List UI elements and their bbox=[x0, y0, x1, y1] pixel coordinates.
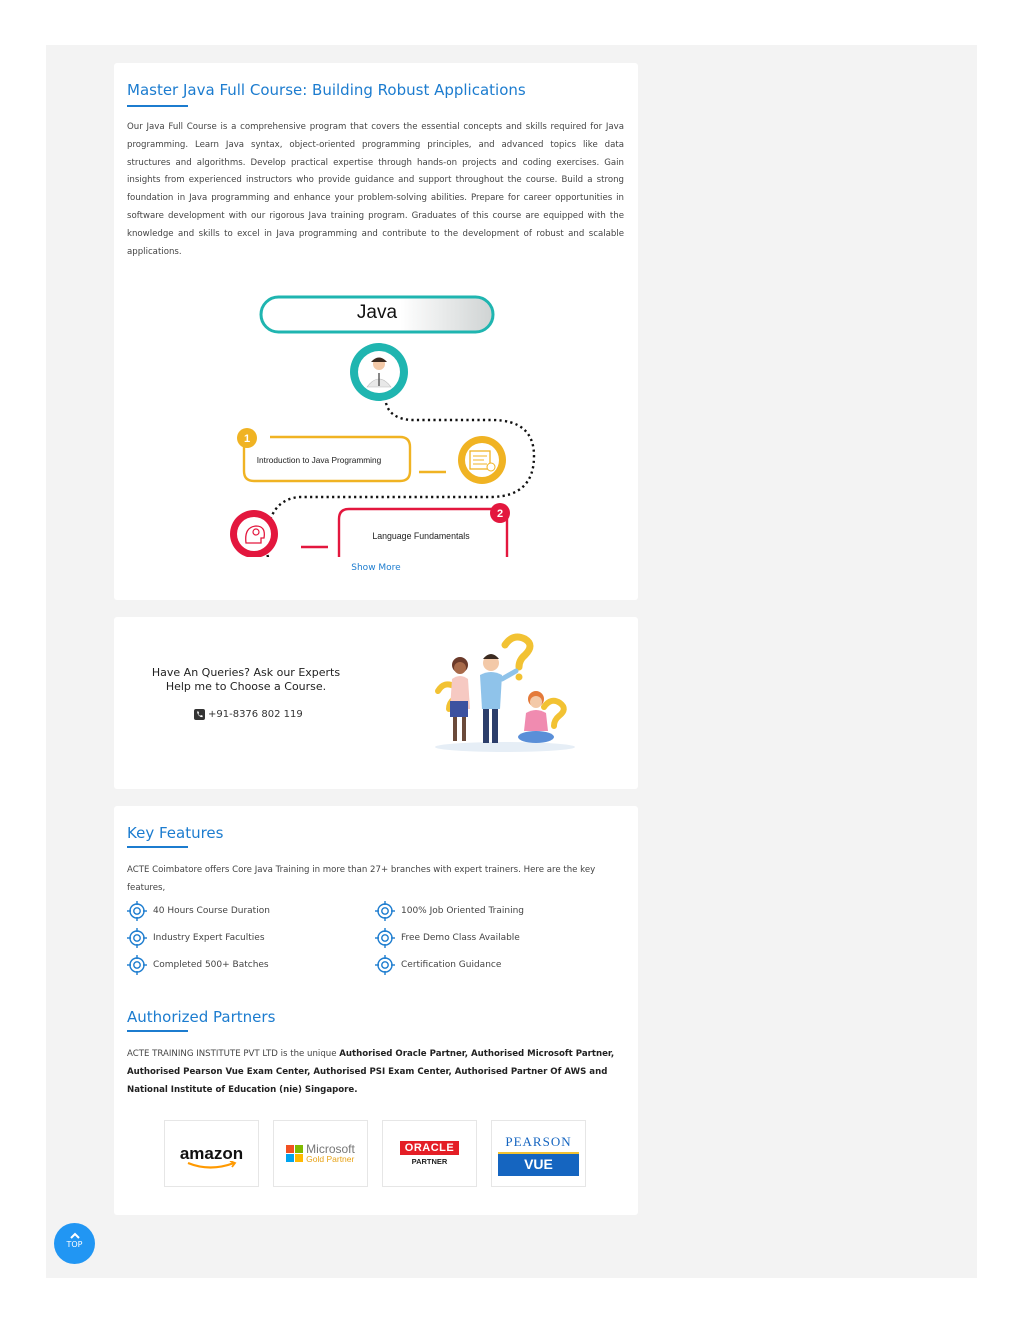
oracle-text: ORACLE bbox=[400, 1141, 459, 1155]
roadmap-header-text: Java bbox=[356, 302, 398, 323]
course-card bbox=[114, 63, 638, 600]
microsoft-logo bbox=[273, 1120, 368, 1187]
queries-line2: Help me to Choose a Course. bbox=[165, 680, 327, 693]
feature-item bbox=[127, 955, 269, 975]
windows-icon bbox=[286, 1145, 303, 1162]
target-icon bbox=[127, 955, 147, 975]
chevron-up-icon bbox=[70, 1232, 80, 1239]
microsoft-text: Microsoft bbox=[306, 1141, 355, 1156]
target-icon bbox=[375, 955, 395, 975]
experts-illustration bbox=[430, 633, 580, 753]
phone-contact[interactable] bbox=[194, 709, 303, 720]
queries-line1: Have An Queries? Ask our Experts bbox=[151, 666, 341, 679]
target-icon bbox=[375, 901, 395, 921]
course-title: Master Java Full Course: Building Robust Applications bbox=[127, 81, 526, 99]
amazon-logo bbox=[164, 1120, 259, 1187]
amazon-text: amazon bbox=[179, 1143, 244, 1163]
target-icon bbox=[127, 928, 147, 948]
feature-item bbox=[375, 955, 501, 975]
partners-text bbox=[127, 1046, 624, 1099]
feature-label: 100% Job Oriented Training bbox=[401, 906, 525, 916]
oracle-partner-text: PARTNER bbox=[411, 1157, 448, 1166]
pearson-text: PEARSON bbox=[498, 1131, 579, 1152]
step1-number: 1 bbox=[243, 433, 251, 445]
feature-item bbox=[375, 901, 524, 921]
partners-intro: ACTE TRAINING INSTITUTE PVT LTD is the unique bbox=[127, 1049, 340, 1059]
oracle-logo bbox=[382, 1120, 477, 1187]
course-description: Our Java Full Course is a comprehensive program that covers the essential concepts and skills required for Java programming. Learn Java syntax, object-oriented programming principles, and advanced topics like data structures and algorithms. Develop practical expertise through hands-on projects and coding exercises. Gain insights from experienced instructors who provide guidance and support throughout the course. Build a strong foundation in Java programming and enhance your problem-solving abilities. Prepare for career opportunities in software development with our rigorous Java training program. Graduates of this course are equipped with the knowledge and skills to excel in Java programming and contribute to the development of robust and scalable applications. bbox=[127, 122, 624, 257]
feature-item bbox=[375, 928, 520, 948]
feature-label: Industry Expert Faculties bbox=[153, 933, 265, 943]
step2-label: Language Fundamentals bbox=[372, 531, 470, 541]
key-features-title: Key Features bbox=[127, 824, 224, 842]
vue-text: VUE bbox=[524, 1156, 553, 1172]
feature-label: Free Demo Class Available bbox=[401, 933, 520, 943]
top-label: TOP bbox=[66, 1240, 83, 1249]
key-features-underline bbox=[127, 846, 188, 848]
feature-item bbox=[127, 901, 270, 921]
back-to-top-button[interactable] bbox=[54, 1223, 95, 1264]
phone-number: +91-8376 802 119 bbox=[208, 709, 303, 720]
step2-number: 2 bbox=[496, 508, 504, 520]
key-features-intro: ACTE Coimbatore offers Core Java Training in more than 27+ branches with expert trainers. Here are the key features, bbox=[127, 865, 596, 893]
partners-underline bbox=[127, 1030, 188, 1032]
target-icon bbox=[127, 901, 147, 921]
feature-label: 40 Hours Course Duration bbox=[153, 906, 270, 916]
target-icon bbox=[375, 928, 395, 948]
title-underline bbox=[127, 105, 188, 107]
partners-title: Authorized Partners bbox=[127, 1008, 276, 1026]
features-card bbox=[114, 806, 638, 1215]
pearson-vue-logo bbox=[491, 1120, 586, 1187]
feature-label: Certification Guidance bbox=[401, 960, 502, 970]
java-roadmap-image bbox=[222, 291, 542, 557]
feature-label: Completed 500+ Batches bbox=[153, 960, 269, 970]
phone-icon bbox=[194, 709, 205, 720]
partners-bold: Authorised Oracle Partner, Authorised Microsoft Partner, Authorised Pearson Vue Exam Center, Authorised PSI Exam Center, Authorised Partner Of AWS and National Institute of Education (nie) Singapore. bbox=[127, 1049, 615, 1095]
feature-item bbox=[127, 928, 265, 948]
step1-label: Introduction to Java Programming bbox=[256, 455, 382, 465]
gold-partner-text: Gold Partner bbox=[306, 1153, 355, 1164]
show-more-link[interactable]: Show More bbox=[351, 563, 401, 573]
queries-card bbox=[114, 617, 638, 789]
